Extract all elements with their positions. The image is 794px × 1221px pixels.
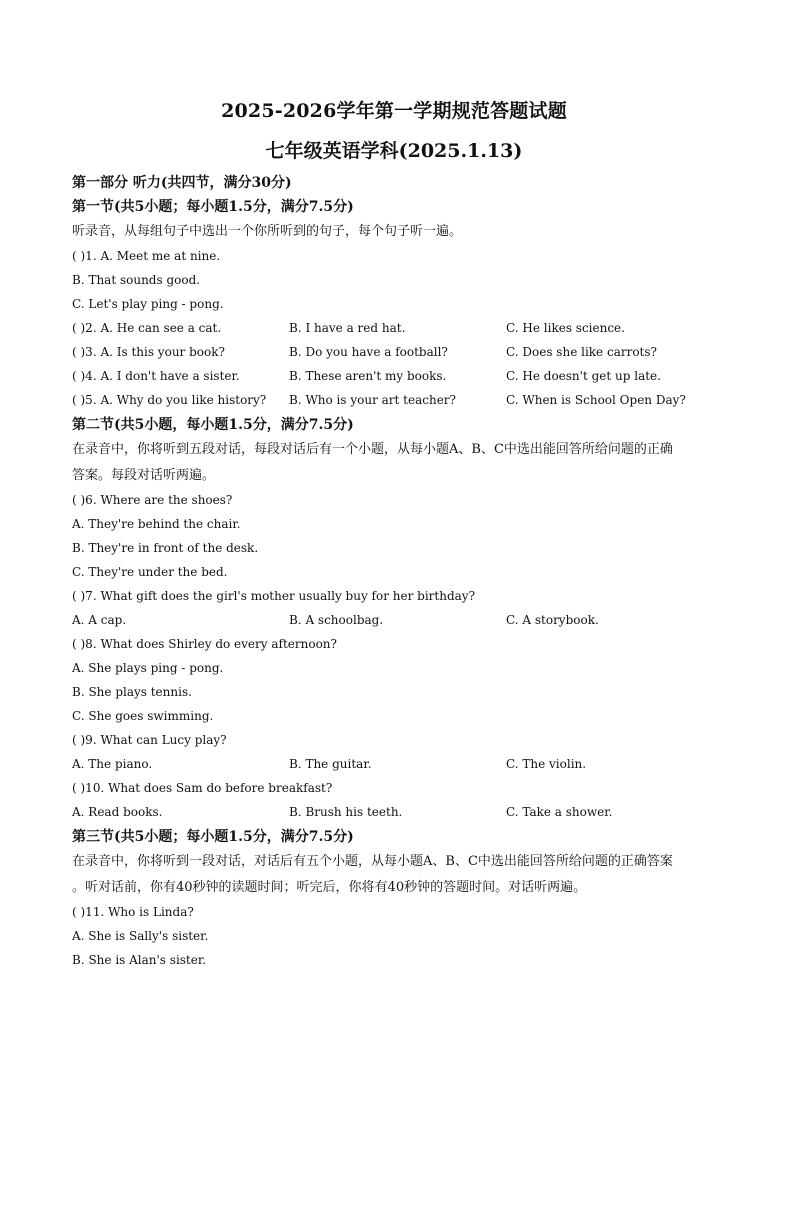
q5-option-a: ( )5. A. Why do you like history? — [72, 393, 267, 407]
q10-options — [72, 800, 716, 824]
section3-instruction-line1: 在录音中，你将听到一段对话，对话后有五个小题，从每小题A、B、C中选出能回答所给问题的正确答案 — [72, 854, 673, 869]
question-row-2 — [72, 316, 716, 340]
q7-option-b: B. A schoolbag. — [289, 613, 384, 627]
q5-option-c: C. When is School Open Day? — [506, 393, 686, 407]
q5-option-b: B. Who is your art teacher? — [289, 393, 456, 407]
q3-option-a: ( )3. A. Is this your book? — [72, 345, 225, 359]
q6-option-a: A. They're behind the chair. — [72, 517, 241, 531]
q9-option-c: C. The violin. — [506, 757, 587, 771]
q8-option-b: B. She plays tennis. — [72, 685, 192, 699]
q9-stem: ( )9. What can Lucy play? — [72, 733, 227, 747]
q7-stem: ( )7. What gift does the girl's mother usually buy for her birthday? — [72, 589, 476, 603]
q7-options — [72, 608, 716, 632]
q3-option-c: C. Does she like carrots? — [506, 345, 657, 359]
q2-option-b: B. I have a red hat. — [289, 321, 406, 335]
exam-title: 2025-2026学年第一学期规范答题试题 — [221, 100, 567, 122]
q9-options — [72, 752, 716, 776]
q1-option-c: C. Let's play ping - pong. — [72, 297, 224, 311]
q8-option-c: C. She goes swimming. — [72, 709, 214, 723]
exam-subtitle: 七年级英语学科(2025.1.13) — [265, 140, 523, 162]
q6-stem: ( )6. Where are the shoes? — [72, 493, 233, 507]
q9-option-a: A. The piano. — [72, 757, 153, 771]
q6-option-c: C. They're under the bed. — [72, 565, 228, 579]
exam-page — [0, 98, 794, 1221]
q11-option-b: B. She is Alan's sister. — [72, 953, 207, 967]
section3-heading: 第三节(共5小题；每小题1.5分，满分7.5分) — [72, 829, 354, 845]
q8-stem: ( )8. What does Shirley do every afternoon? — [72, 637, 337, 651]
section2-instruction-line2: 答案。每段对话听两遍。 — [72, 468, 216, 483]
q3-option-b: B. Do you have a football? — [289, 345, 448, 359]
part1-heading: 第一部分 听力(共四节，满分30分) — [72, 175, 292, 191]
q1-option-a: ( )1. A. Meet me at nine. — [72, 249, 221, 263]
q8-option-a: A. She plays ping - pong. — [72, 661, 224, 675]
q10-option-a: A. Read books. — [72, 805, 163, 819]
section1-instruction: 听录音，从每组句子中选出一个你所听到的句子，每个句子听一遍。 — [72, 224, 463, 239]
question-row-3 — [72, 340, 716, 364]
question-row-5 — [72, 388, 716, 412]
section2-heading: 第二节(共5小题，每小题1.5分，满分7.5分) — [72, 417, 354, 433]
q9-option-b: B. The guitar. — [289, 757, 372, 771]
q7-option-a: A. A cap. — [72, 613, 127, 627]
q6-option-b: B. They're in front of the desk. — [72, 541, 259, 555]
q2-option-c: C. He likes science. — [506, 321, 625, 335]
q2-option-a: ( )2. A. He can see a cat. — [72, 321, 222, 335]
q4-option-a: ( )4. A. I don't have a sister. — [72, 369, 240, 383]
q7-option-c: C. A storybook. — [506, 613, 599, 627]
q1-option-b: B. That sounds good. — [72, 273, 201, 287]
section2-instruction-line1: 在录音中，你将听到五段对话，每段对话后有一个小题，从每小题A、B、C中选出能回答所给问题的正确 — [72, 442, 673, 457]
question-row-4 — [72, 364, 716, 388]
q10-stem: ( )10. What does Sam do before breakfast? — [72, 781, 333, 795]
section1-heading: 第一节(共5小题；每小题1.5分，满分7.5分) — [72, 199, 354, 215]
q11-option-a: A. She is Sally's sister. — [72, 929, 209, 943]
q4-option-c: C. He doesn't get up late. — [506, 369, 661, 383]
q10-option-b: B. Brush his teeth. — [289, 805, 403, 819]
section3-instruction-line2: 。听对话前，你有40秒钟的读题时间；听完后，你将有40秒钟的答题时间。对话听两遍。 — [72, 880, 587, 895]
q10-option-c: C. Take a shower. — [506, 805, 613, 819]
q11-stem: ( )11. Who is Linda? — [72, 905, 194, 919]
q4-option-b: B. These aren't my books. — [289, 369, 447, 383]
